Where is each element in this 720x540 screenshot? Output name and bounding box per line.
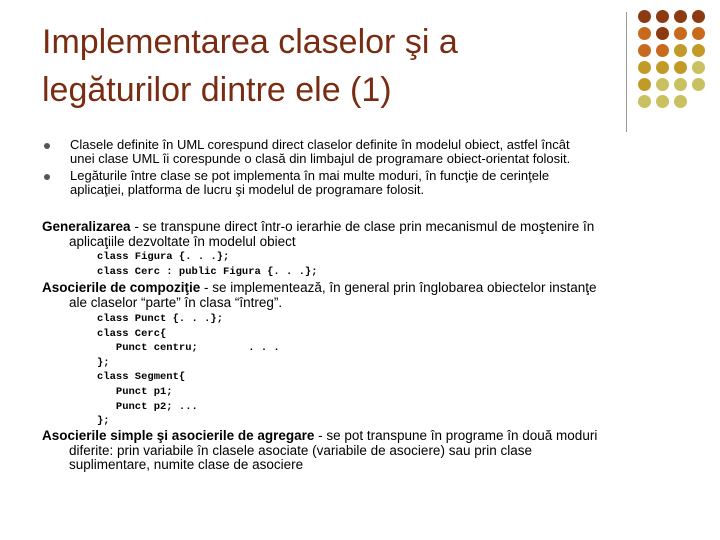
generalizare-paragraph — [42, 220, 672, 249]
decor-dot — [656, 95, 669, 108]
decor-dot — [674, 27, 687, 40]
code-line: }; — [97, 356, 110, 369]
decor-dot — [656, 44, 669, 57]
bullet-item — [44, 169, 664, 197]
asocieri-paragraph — [42, 429, 672, 473]
code-block-compozitie — [97, 312, 280, 429]
decor-dot — [692, 27, 705, 40]
code-line: Punct p2; ... — [97, 400, 198, 413]
decor-dot — [674, 95, 687, 108]
generalizare-text: - se transpune direct într-o ierarhie de clase prin mecanismul de moştenire în — [130, 219, 595, 234]
code-block-generalizare — [97, 250, 318, 279]
decor-dot — [638, 27, 651, 40]
bullet-icon — [44, 174, 50, 180]
code-line: Punct p1; — [97, 385, 173, 398]
decor-dot — [638, 44, 651, 57]
asocieri-text: - se pot transpune în programe în două moduri — [314, 428, 598, 443]
asocieri-text-cont: suplimentare, numite clase de asociere — [69, 457, 304, 472]
bullet-item — [44, 138, 664, 166]
decor-dot — [638, 95, 651, 108]
decor-dot — [674, 10, 687, 23]
compozitie-term: Asocierile de compoziţie — [42, 280, 201, 295]
decor-dot-grid — [638, 10, 718, 110]
title-line-2: legăturilor dintre ele (1) — [42, 71, 392, 109]
bullet-text-line: Clasele definite în UML corespund direct claselor definite în modelul obiect, astfel încât — [70, 137, 570, 152]
decor-dot — [656, 78, 669, 91]
code-line: class Figura {. . .}; — [97, 251, 230, 263]
code-line: class Cerc : public Figura {. . .}; — [97, 265, 318, 278]
code-line: class Segment{ — [97, 371, 186, 384]
decor-dot — [692, 61, 705, 74]
decor-dot — [656, 61, 669, 74]
decor-dot — [656, 10, 669, 23]
decor-dot — [638, 61, 651, 74]
bullet-list — [44, 138, 664, 200]
title-line-1: Implementarea claselor şi a — [42, 23, 458, 61]
decor-dot — [674, 44, 687, 57]
decor-dot — [674, 61, 687, 74]
compozitie-paragraph — [42, 281, 672, 310]
decor-divider-line — [626, 12, 627, 132]
code-line: class Cerc{ — [97, 327, 167, 340]
decor-dot — [692, 44, 705, 57]
asocieri-term: Asocierile simple şi asocierile de agregare — [42, 428, 315, 443]
compozitie-text-cont: ale claselor “parte” în clasa “întreg”. — [69, 294, 283, 310]
compozitie-text: - se implementează, în general prin înglobarea obiectelor instanţe — [200, 280, 597, 295]
slide-title — [42, 18, 602, 114]
code-line: }; — [97, 415, 110, 428]
decor-dot — [638, 78, 651, 91]
bullet-text-line: unei clase UML îi corespunde o clasă din limbajul de programare obiect-orientat folosit. — [70, 151, 571, 166]
decor-dot — [656, 27, 669, 40]
bullet-text-line: aplicaţiei, platforma de lucru şi modelul de programare folosit. — [70, 182, 425, 197]
decor-dot — [692, 10, 705, 23]
decor-dot — [638, 10, 651, 23]
bullet-icon — [44, 143, 50, 149]
asocieri-text-cont: diferite: prin variabile în clasele asociate (variabile de asociere) sau prin clase — [69, 442, 532, 458]
generalizare-text-cont: aplicaţiile dezvoltate în modelul obiect — [69, 233, 296, 249]
decor-dot — [692, 78, 705, 91]
generalizare-term: Generalizarea — [42, 219, 131, 234]
code-line: Punct centru; . . . — [97, 342, 280, 355]
bullet-text-line: Legăturile între clase se pot implementa în mai multe moduri, în funcţie de cerinţele — [70, 168, 550, 183]
code-line: class Punct {. . .}; — [97, 313, 224, 325]
decor-dot — [674, 78, 687, 91]
